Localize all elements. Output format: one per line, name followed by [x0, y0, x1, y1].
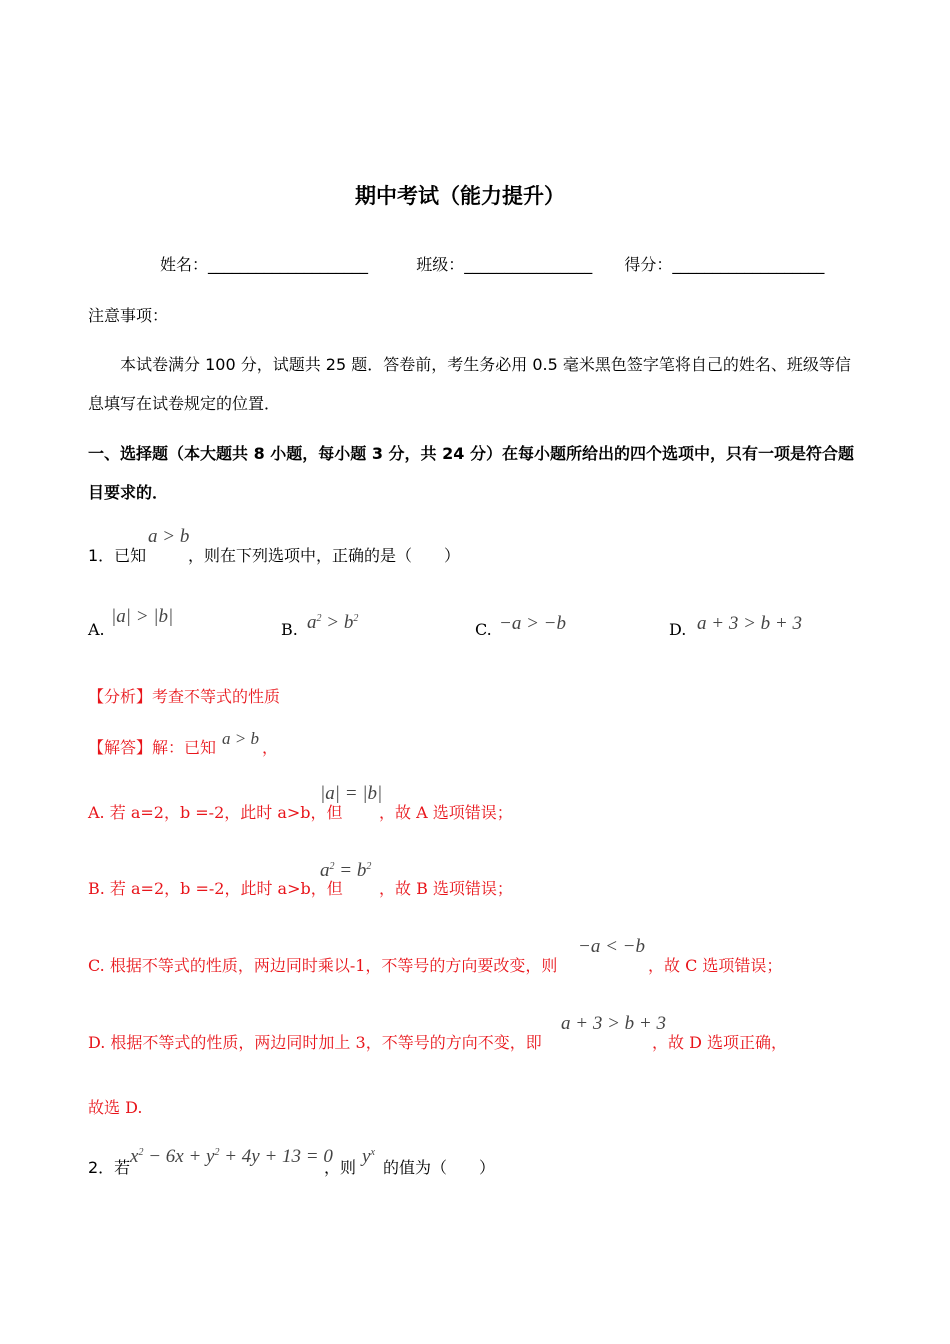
answer-label: 【解答】	[88, 738, 153, 757]
notice-heading: 注意事项：	[88, 306, 169, 325]
section-heading-line-1: 一、选择题（本大题共 8 小题，每小题 3 分，共 24 分）在每小题所给出的四个选项中，只有一项是符合题	[88, 444, 854, 463]
option-b-label: B.	[281, 620, 298, 639]
option-d-math: a + 3 > b + 3	[697, 613, 802, 634]
option-b-math: $a^2 > b^2$	[307, 612, 359, 633]
option-a-math: |a| > |b|	[111, 606, 174, 627]
answer-end: ，	[262, 738, 279, 757]
analysis-line	[88, 684, 280, 707]
solution-d-end: ，故 D 选项正确，	[652, 1033, 788, 1052]
name-label: 姓名：	[160, 255, 209, 274]
solution-b-end: ，故 B 选项错误；	[379, 879, 513, 898]
solution-c-math: −a < −b	[578, 936, 645, 957]
analysis-label: 【分析】	[88, 687, 153, 706]
solution-b-text: B. 若 a=2，b =-2，此时 a>b，但	[88, 879, 343, 898]
notice-text-line-2: 息填写在试卷规定的位置．	[88, 394, 281, 413]
q2-prefix: 2．若	[88, 1158, 131, 1177]
solution-c-end: ，故 C 选项错误；	[648, 956, 783, 975]
page-title: 期中考试（能力提升）	[355, 184, 565, 208]
conclusion: 故选 D.	[88, 1098, 143, 1117]
q2-suffix-2: 的值为（ ）	[383, 1158, 496, 1177]
notice-text-line-1: 本试卷满分 100 分，试题共 25 题．答卷前，考生务必用 0.5 毫米黑色签字笔将自己的姓名、班级等信	[120, 355, 851, 374]
q1-prefix: 1．已知	[88, 546, 147, 565]
score-blank[interactable]: ___________________	[672, 255, 825, 274]
class-label: 班级：	[416, 255, 465, 274]
option-d-label: D.	[669, 620, 687, 639]
class-blank[interactable]: ________________	[464, 255, 593, 274]
answer-line	[88, 735, 216, 758]
solution-a-math: |a| = |b|	[320, 783, 383, 804]
answer-text: 解：已知	[152, 738, 217, 757]
score-label: 得分：	[624, 255, 673, 274]
option-c-math: −a > −b	[499, 613, 566, 634]
solution-c-text: C. 根据不等式的性质，两边同时乘以-1，不等号的方向要改变，则	[88, 956, 558, 975]
q2-suffix-1: ，则	[324, 1158, 357, 1177]
section-heading-line-2: 目要求的．	[88, 483, 169, 502]
solution-a-text: A. 若 a=2，b =-2，此时 a>b，但	[88, 803, 343, 822]
solution-a-end: ，故 A 选项错误；	[379, 803, 513, 822]
info-line	[160, 252, 824, 275]
analysis-text: 考查不等式的性质	[152, 687, 281, 706]
q2-math-y: $y^x$	[362, 1146, 375, 1167]
option-c-label: C.	[475, 620, 492, 639]
q1-math: a > b	[148, 526, 190, 547]
option-a-label: A.	[88, 620, 105, 639]
q1-suffix: ，则在下列选项中，正确的是（ ）	[188, 546, 461, 565]
answer-math: a > b	[222, 729, 259, 748]
solution-d-text: D. 根据不等式的性质，两边同时加上 3，不等号的方向不变，即	[88, 1033, 542, 1052]
q2-equation: $x^2 - 6x + y^2 + 4y + 13 = 0$	[130, 1146, 333, 1167]
name-blank[interactable]: ____________________	[208, 255, 369, 274]
solution-d-math: a + 3 > b + 3	[561, 1013, 666, 1034]
solution-b-math: $a^2 = b^2$	[320, 860, 372, 881]
